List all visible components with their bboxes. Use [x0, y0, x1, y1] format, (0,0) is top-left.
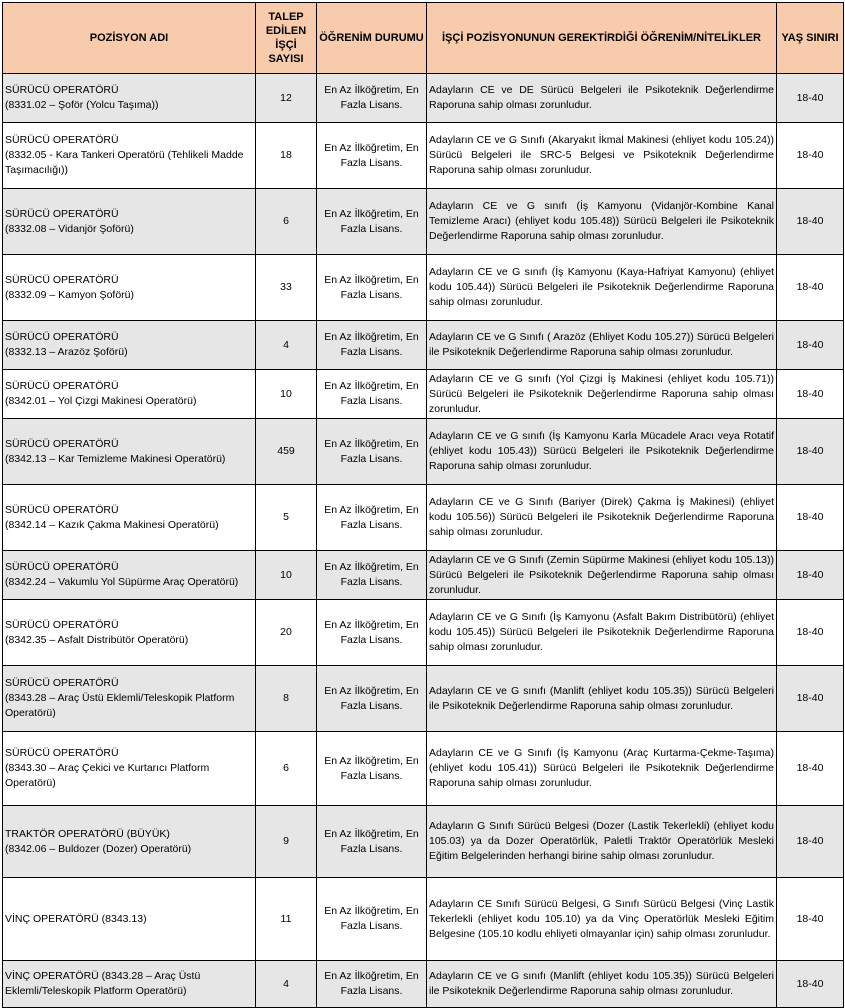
- position-code: (8343.30 – Araç Çekici ve Kurtarıcı Platform Operatörü): [5, 762, 210, 789]
- education-cell: En Az İlköğretim, En Fazla Lisans.: [317, 255, 427, 321]
- table-row: [3, 419, 844, 485]
- position-title: SÜRÜCÜ OPERATÖRÜ: [5, 331, 119, 343]
- age-cell: 18-40: [777, 961, 844, 1008]
- position-cell: [3, 255, 256, 321]
- position-title: SÜRÜCÜ OPERATÖRÜ: [5, 207, 119, 220]
- qualification-cell: Adayların CE ve G sınıfı (İş Kamyonu Karla Mücadele Aracı veya Rotatif (ehliyet kodu 105.43)) Sürücü Belgeleri ile Psikoteknik Değerlendirme Raporuna sahip olması zorunludur.: [427, 419, 777, 485]
- age-cell: 18-40: [777, 666, 844, 732]
- age-cell: 18-40: [777, 321, 844, 370]
- education-cell: En Az İlköğretim, En Fazla Lisans.: [317, 321, 427, 370]
- table-row: [3, 123, 844, 189]
- position-code: (8342.24 – Vakumlu Yol Süpürme Araç Operatörü): [5, 576, 239, 588]
- table-row: [3, 551, 844, 600]
- position-cell: [3, 878, 256, 961]
- table-row: [3, 806, 844, 878]
- education-cell: En Az İlköğretim, En Fazla Lisans.: [317, 732, 427, 806]
- age-cell: 18-40: [777, 419, 844, 485]
- table-row: [3, 321, 844, 370]
- education-cell: En Az İlköğretim, En Fazla Lisans.: [317, 806, 427, 878]
- education-cell: En Az İlköğretim, En Fazla Lisans.: [317, 961, 427, 1008]
- qualification-cell: Adayların G Sınıfı Sürücü Belgesi (Dozer (Lastik Tekerlekli) (ehliyet kodu 105.03) ya da Dozer Operatörlük, Paletli Traktör Operatörlük Mesleki Eğitim Belgelerinden herhangi birine sahip olması zorunludur.: [427, 806, 777, 878]
- count-cell: 5: [256, 485, 317, 551]
- count-cell: 12: [256, 74, 317, 123]
- age-cell: 18-40: [777, 732, 844, 806]
- header-qualifications: İŞÇİ POZİSYONUNUN GEREKTİRDİĞİ ÖĞRENİM/NİTELİKLER: [427, 3, 777, 74]
- position-code: (8343.28 – Araç Üstü Eklemli/Teleskopik Platform Operatörü): [5, 692, 235, 719]
- position-title: SÜRÜCÜ OPERATÖRÜ: [5, 84, 119, 96]
- qualification-cell: Adayların CE ve G Sınıfı (Zemin Süpürme Makinesi (ehliyet kodu 105.13)) Sürücü Belgeleri ile Psikoteknik Değerlendirme Raporuna sahip olması zorunludur.: [427, 551, 777, 600]
- position-title: TRAKTÖR OPERATÖRÜ (BÜYÜK): [5, 827, 170, 840]
- age-cell: 18-40: [777, 255, 844, 321]
- qualification-cell: Adayların CE ve G sınıfı (Manlift (ehliyet kodu 105.35)) Sürücü Belgeleri ile Psikoteknik Değerlendirme Raporuna sahip olması zorunludur.: [427, 961, 777, 1008]
- qualification-cell: Adayların CE ve G sınıfı (İş Kamyonu (Kaya-Hafriyat Kamyonu) (ehliyet kodu 105.44)) Sürücü Belgeleri ile Psikoteknik Değerlendirme Raporuna sahip olması zorunludur.: [427, 255, 777, 321]
- position-title: SÜRÜCÜ OPERATÖRÜ: [5, 747, 119, 759]
- count-cell: 8: [256, 666, 317, 732]
- position-cell: [3, 485, 256, 551]
- table-row: [3, 666, 844, 732]
- position-code: (8332.08 – Vidanjör Şoförü): [5, 222, 134, 235]
- count-cell: 6: [256, 189, 317, 255]
- position-code: (8342.06 – Buldozer (Dozer) Operatörü): [5, 842, 192, 855]
- position-cell: [3, 74, 256, 123]
- position-code: (8332.09 – Kamyon Şoförü): [5, 288, 134, 301]
- position-cell: [3, 961, 256, 1008]
- education-cell: En Az İlköğretim, En Fazla Lisans.: [317, 485, 427, 551]
- count-cell: 20: [256, 600, 317, 666]
- position-code: (8342.01 – Yol Çizgi Makinesi Operatörü): [5, 395, 197, 407]
- position-title: SÜRÜCÜ OPERATÖRÜ: [5, 677, 119, 689]
- qualification-cell: Adayların CE ve G sınıfı (İş Kamyonu (Vidanjör-Kombine Kanal Temizleme Aracı) (ehliyet kodu 105.48)) Sürücü Belgeleri ile Psikoteknik Değerlendirme Raporuna sahip olması zorunludur.: [427, 189, 777, 255]
- table-row: [3, 485, 844, 551]
- count-cell: 18: [256, 123, 317, 189]
- count-cell: 11: [256, 878, 317, 961]
- header-position: POZİSYON ADI: [3, 3, 256, 74]
- education-cell: En Az İlköğretim, En Fazla Lisans.: [317, 600, 427, 666]
- table-row: [3, 189, 844, 255]
- age-cell: 18-40: [777, 878, 844, 961]
- qualification-cell: Adayların CE Sınıfı Sürücü Belgesi, G Sınıfı Sürücü Belgesi (Vinç Lastik Tekerlekli (ehliyet kodu 105.10) ya da Vinç Operatörlük Mesleki Eğitim Belgesine (105.10 kodlu ehliyeti olmayanlar için) sahip olması zorunludur.: [427, 878, 777, 961]
- position-cell: [3, 806, 256, 878]
- education-cell: En Az İlköğretim, En Fazla Lisans.: [317, 419, 427, 485]
- position-title: SÜRÜCÜ OPERATÖRÜ: [5, 273, 119, 286]
- position-title: SÜRÜCÜ OPERATÖRÜ: [5, 380, 119, 392]
- table-row: [3, 878, 844, 961]
- qualification-cell: Adayların CE ve G Sınıfı ( Arazöz (Ehliyet Kodu 105.27)) Sürücü Belgeleri ile Psikoteknik Değerlendirme Raporuna sahip olması zorunludur.: [427, 321, 777, 370]
- position-cell: [3, 732, 256, 806]
- position-title: VİNÇ OPERATÖRÜ (8343.13): [5, 912, 147, 925]
- education-cell: En Az İlköğretim, En Fazla Lisans.: [317, 370, 427, 419]
- position-cell: [3, 123, 256, 189]
- table-row: [3, 600, 844, 666]
- header-age: YAŞ SINIRI: [777, 3, 844, 74]
- education-cell: En Az İlköğretim, En Fazla Lisans.: [317, 666, 427, 732]
- table-row: [3, 255, 844, 321]
- position-title: SÜRÜCÜ OPERATÖRÜ: [5, 437, 119, 450]
- count-cell: 10: [256, 551, 317, 600]
- position-cell: [3, 600, 256, 666]
- position-title: SÜRÜCÜ OPERATÖRÜ: [5, 561, 119, 573]
- header-count: TALEP EDİLEN İŞÇİ SAYISI: [256, 3, 317, 74]
- education-cell: En Az İlköğretim, En Fazla Lisans.: [317, 189, 427, 255]
- position-title: SÜRÜCÜ OPERATÖRÜ: [5, 618, 119, 631]
- age-cell: 18-40: [777, 189, 844, 255]
- position-cell: [3, 189, 256, 255]
- position-code: (8332.13 – Arazöz Şoförü): [5, 346, 128, 358]
- qualification-cell: Adayların CE ve G Sınıfı (Bariyer (Direk) Çakma İş Makinesi) (ehliyet kodu 105.56)) Sürücü Belgeleri ile Psikoteknik Değerlendirme Raporuna sahip olması zorunludur.: [427, 485, 777, 551]
- count-cell: 4: [256, 961, 317, 1008]
- table-row: [3, 732, 844, 806]
- positions-table: [2, 2, 844, 1008]
- header-row: [3, 3, 844, 74]
- position-title: SÜRÜCÜ OPERATÖRÜ: [5, 134, 119, 146]
- qualification-cell: Adayların CE ve G Sınıfı (İş Kamyonu (Araç Kurtarma-Çekme-Taşıma) (ehliyet kodu 105.41)) Sürücü Belgeleri ile Psikoteknik Değerlendirme Raporuna sahip olması zorunludur.: [427, 732, 777, 806]
- age-cell: 18-40: [777, 123, 844, 189]
- position-cell: [3, 370, 256, 419]
- age-cell: 18-40: [777, 806, 844, 878]
- age-cell: 18-40: [777, 600, 844, 666]
- qualification-cell: Adayların CE ve G Sınıfı (İş Kamyonu (Asfalt Bakım Distribütörü) (ehliyet kodu 105.45)) Sürücü Belgeleri ile Psikoteknik Değerlendirme Raporuna sahip olması zorunludur.: [427, 600, 777, 666]
- table-row: [3, 961, 844, 1008]
- position-title: VİNÇ OPERATÖRÜ (8343.28 – Araç Üstü Eklemli/Teleskopik Platform Operatörü): [5, 970, 201, 997]
- count-cell: 33: [256, 255, 317, 321]
- qualification-cell: Adayların CE ve DE Sürücü Belgeleri ile Psikoteknik Değerlendirme Raporuna sahip olması zorunludur.: [427, 74, 777, 123]
- position-code: (8331.02 – Şoför (Yolcu Taşıma)): [5, 99, 159, 111]
- position-code: (8342.13 – Kar Temizleme Makinesi Operatörü): [5, 452, 226, 465]
- education-cell: En Az İlköğretim, En Fazla Lisans.: [317, 74, 427, 123]
- count-cell: 6: [256, 732, 317, 806]
- position-cell: [3, 321, 256, 370]
- position-cell: [3, 419, 256, 485]
- table-row: [3, 370, 844, 419]
- count-cell: 9: [256, 806, 317, 878]
- count-cell: 4: [256, 321, 317, 370]
- education-cell: En Az İlköğretim, En Fazla Lisans.: [317, 551, 427, 600]
- position-code: (8342.14 – Kazık Çakma Makinesi Operatörü): [5, 518, 219, 531]
- age-cell: 18-40: [777, 551, 844, 600]
- qualification-cell: Adayların CE ve G Sınıfı (Akaryakıt İkmal Makinesi (ehliyet kodu 105.24)) Sürücü Belgeleri ile SRC-5 Belgesi ve Psikoteknik Değerlendirme Raporuna sahip olması zorunludur.: [427, 123, 777, 189]
- position-cell: [3, 666, 256, 732]
- qualification-cell: Adayların CE ve G sınıfı (Yol Çizgi İş Makinesi (ehliyet kodu 105.71)) Sürücü Belgeleri ile Psikoteknik Değerlendirme Raporuna sahip olması zorunludur.: [427, 370, 777, 419]
- education-cell: En Az İlköğretim, En Fazla Lisans.: [317, 123, 427, 189]
- age-cell: 18-40: [777, 485, 844, 551]
- qualification-cell: Adayların CE ve G sınıfı (Manlift (ehliyet kodu 105.35)) Sürücü Belgeleri ile Psikoteknik Değerlendirme Raporuna sahip olması zorunludur.: [427, 666, 777, 732]
- position-cell: [3, 551, 256, 600]
- position-code: (8342.35 – Asfalt Distribütör Operatörü): [5, 633, 189, 646]
- count-cell: 10: [256, 370, 317, 419]
- position-code: (8332.05 - Kara Tankeri Operatörü (Tehlikeli Madde Taşımacılığı)): [5, 149, 244, 176]
- count-cell: 459: [256, 419, 317, 485]
- position-title: SÜRÜCÜ OPERATÖRÜ: [5, 503, 119, 516]
- table-row: [3, 74, 844, 123]
- header-education: ÖĞRENİM DURUMU: [317, 3, 427, 74]
- education-cell: En Az İlköğretim, En Fazla Lisans.: [317, 878, 427, 961]
- age-cell: 18-40: [777, 74, 844, 123]
- age-cell: 18-40: [777, 370, 844, 419]
